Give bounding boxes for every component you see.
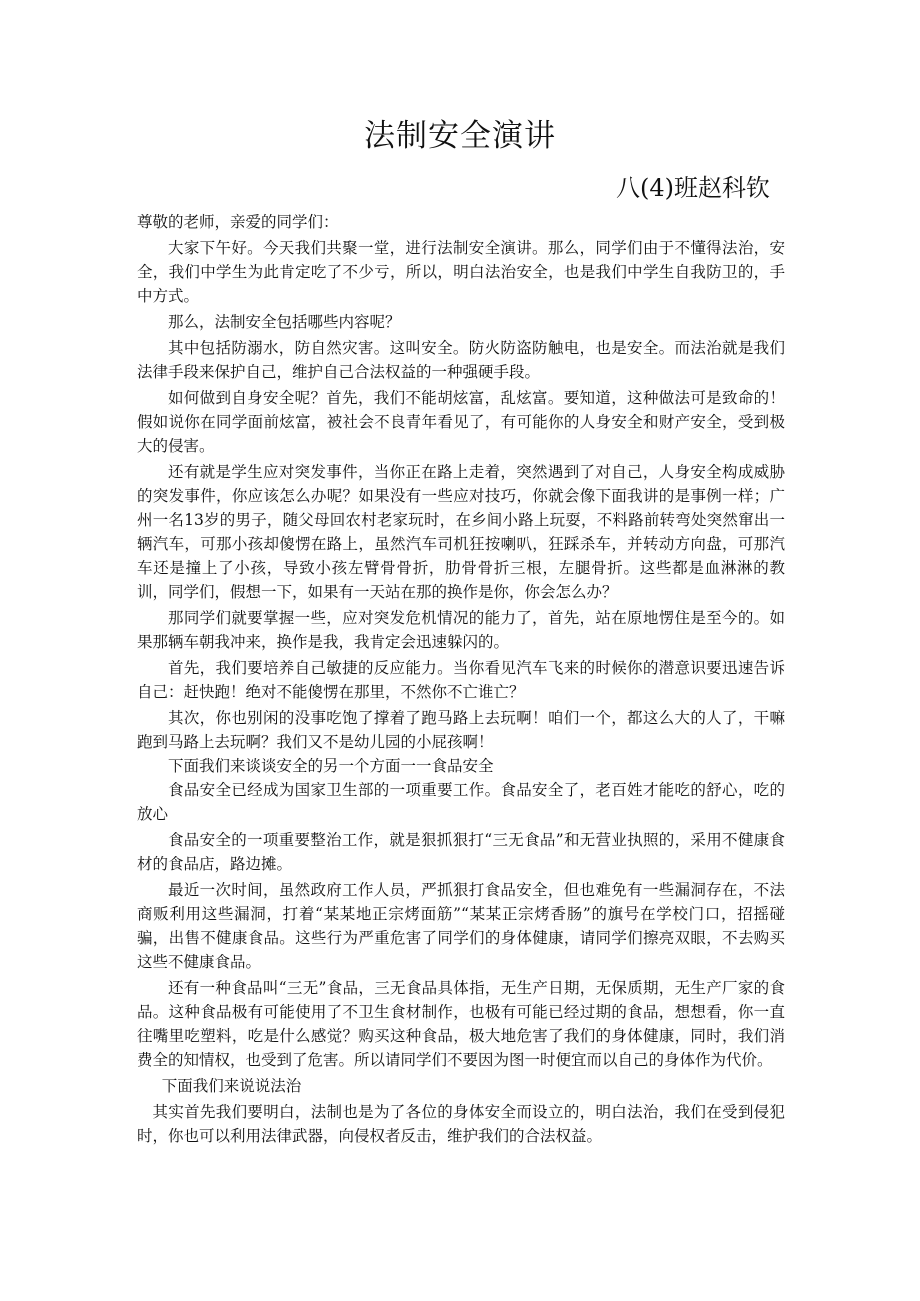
paragraph: 如何做到自身安全呢？首先，我们不能胡炫富，乱炫富。要知道，这种做法可是致命的！假如说你在同学面前炫富，被社会不良青年看见了，有可能你的人身安全和财产安全，受到极大的侵害。 [137,389,785,455]
paragraph: 其中包括防溺水，防自然灾害。这叫安全。防火防盗防触电，也是安全。而法治就是我们法律手段来保护自己，维护自己合法权益的一种强硬手段。 [137,339,785,381]
speech-body [137,210,785,1148]
paragraph: 还有就是学生应对突发事件，当你正在路上走着，突然遇到了对自己，人身安全构成威胁的突发事件，你应该怎么办呢？如果没有一些应对技巧，你就会像下面我讲的是事例一样；广州一名13岁的男子，随父母回农村老家玩时，在乡间小路上玩耍，不料路前转弯处突然窜出一辆汽车，可那小孩却傻愣在路上，虽然汽车司机狂按喇叭，狂踩杀车，并转动方向盘，可那汽车还是撞上了小孩，导致小孩左臂骨骨折，肋骨骨折三根，左腿骨折。这些都是血淋淋的教训，同学们，假想一下，如果有一天站在那的换作是你，你会怎么办？ [137,463,785,601]
paragraph: 那同学们就要掌握一些，应对突发危机情况的能力了，首先，站在原地愣住是至今的。如果那辆车朝我冲来，换作是我，我肯定会迅速躲闪的。 [137,609,785,651]
paragraph: 首先，我们要培养自己敏捷的反应能力。当你看见汽车飞来的时候你的潜意识要迅速告诉自己：赶快跑！绝对不能傻愣在那里，不然你不亡谁亡？ [137,659,785,701]
document-title: 法制安全演讲 [364,118,556,154]
section-heading-rule-of-law: 下面我们来说说法治 [161,1077,302,1095]
section-heading-food-safety: 下面我们来谈谈安全的另一个方面一一食品安全 [168,757,494,775]
paragraph: 食品安全已经成为国家卫生部的一项重要工作。食品安全了，老百姓才能吃的舒心，吃的放心 [137,781,785,823]
paragraph: 大家下午好。今天我们共聚一堂，进行法制安全演讲。那么，同学们由于不懂得法治，安全，我们中学生为此肯定吃了不少亏，所以，明白法治安全，也是我们中学生自我防卫的，手中方式。 [137,239,785,305]
paragraph: 其实首先我们要明白，法制也是为了各位的身体安全而设立的，明白法治，我们在受到侵犯时，你也可以利用法律武器，向侵权者反击，维护我们的合法权益。 [137,1103,785,1145]
paragraph: 食品安全的一项重要整治工作，就是狠抓狠打“三无食品”和无营业执照的，采用不健康食材的食品店，路边摊。 [137,831,785,873]
paragraph: 还有一种食品叫“三无”食品，三无食品具体指，无生产日期，无保质期，无生产厂家的食品。这种食品极有可能使用了不卫生食材制作，也极有可能已经过期的食品，想想看，你一直往嘴里吃塑料，吃是什么感觉？购买这种食品，极大地危害了我们的身体健康，同时，我们消费全的知情权，也受到了危害。所以请同学们不要因为图一时便宜而以自己的身体作为代价。 [137,979,785,1069]
author-line: 八(4)班赵科钦 [616,174,770,202]
paragraph: 那么，法制安全包括哪些内容呢？ [168,313,401,331]
salutation: 尊敬的老师，亲爱的同学们： [137,213,339,231]
paragraph: 其次，你也别闲的没事吃饱了撑着了跑马路上去玩啊！咱们一个，都这么大的人了，干嘛跑到马路上去玩啊？我们又不是幼儿园的小屁孩啊！ [137,709,785,751]
paragraph: 最近一次时间，虽然政府工作人员，严抓狠打食品安全，但也难免有一些漏洞存在，不法商贩利用这些漏洞，打着“某某地正宗烤面筋”“某某正宗烤香肠”的旗号在学校门口，招摇碰骗，出售不健康食品。这些行为严重危害了同学们的身体健康，请同学们擦亮双眼，不去购买这些不健康食品。 [137,881,785,971]
